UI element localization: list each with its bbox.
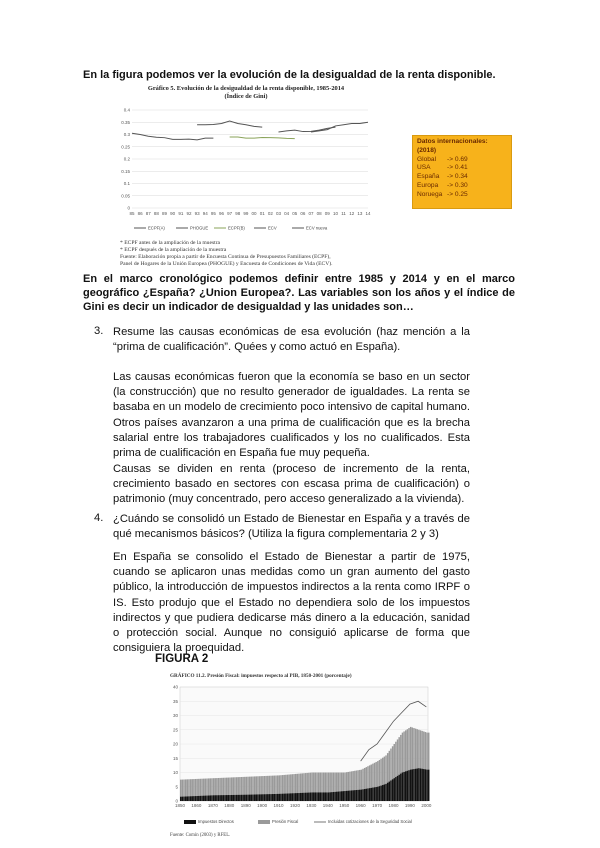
figure2-chart-title: GRÁFICO 11.2. Presión Fiscal: impuestos respecto al PIB, 1850-2001 (porcentaje): [170, 673, 352, 679]
bar-direct-taxes: [210, 795, 211, 801]
bar-direct-taxes: [236, 795, 237, 801]
bar-direct-taxes: [407, 771, 408, 801]
chart1-title: [116, 85, 376, 100]
bar-direct-taxes: [334, 792, 335, 801]
bar-direct-taxes: [218, 795, 219, 801]
x-tick-label: 1940: [322, 803, 333, 808]
bar-direct-taxes: [310, 793, 311, 801]
bar-direct-taxes: [262, 794, 263, 801]
bar-direct-taxes: [339, 791, 340, 801]
q3-answer-2: Causas se dividen en renta (proceso de incremento de la renta, crecimiento basado en sectores con escasa prima de cualificación) o patrimonio (muy concentrado, pero acceso generalizado a la vivienda).: [113, 463, 470, 506]
bar-direct-taxes: [329, 792, 330, 801]
y-tick-label: 0: [175, 798, 178, 804]
bar-direct-taxes: [352, 790, 353, 801]
bar-direct-taxes: [371, 788, 372, 801]
bar-direct-taxes: [377, 787, 378, 801]
q4-question: ¿Cuándo se consolidó un Estado de Bienestar en España y a través de qué mecanismos básicos? (Utiliza la figura complementaria 2 y 3): [113, 513, 470, 541]
bar-direct-taxes: [300, 793, 301, 801]
bar-direct-taxes: [394, 778, 395, 801]
bar-direct-taxes: [234, 795, 235, 801]
y-tick-label: 0.2: [123, 156, 130, 162]
bar-direct-taxes: [374, 787, 375, 801]
intl-row: [417, 156, 507, 165]
x-tick-label: 97: [227, 211, 233, 216]
bar-direct-taxes: [421, 769, 422, 801]
bar-direct-taxes: [367, 788, 368, 801]
x-tick-label: 11: [341, 211, 346, 216]
intl-value: -> 0.30: [447, 181, 468, 189]
bar-direct-taxes: [343, 791, 344, 801]
bar-direct-taxes: [366, 789, 367, 801]
bar-direct-taxes: [400, 774, 401, 801]
bar-direct-taxes: [249, 795, 250, 801]
y-tick-label: 0.35: [121, 119, 130, 125]
bar-direct-taxes: [183, 797, 184, 801]
y-tick-label: 0.3: [123, 132, 130, 137]
chart1-note: * ECPF después de la ampliación de la muestra: [120, 247, 227, 253]
bar-direct-taxes: [206, 796, 207, 801]
bar-direct-taxes: [295, 793, 296, 801]
bar-direct-taxes: [328, 792, 329, 801]
y-tick-label: 25: [172, 727, 178, 733]
bar-direct-taxes: [223, 795, 224, 801]
bar-direct-taxes: [259, 794, 260, 801]
bar-direct-taxes: [247, 795, 248, 801]
bar-direct-taxes: [389, 782, 390, 801]
bar-direct-taxes: [298, 793, 299, 801]
bar-direct-taxes: [282, 794, 283, 801]
bar-direct-taxes: [357, 790, 358, 801]
bar-direct-taxes: [395, 777, 396, 801]
y-tick-label: 10: [172, 770, 178, 775]
bar-direct-taxes: [201, 796, 202, 801]
bar-direct-taxes: [426, 770, 427, 801]
x-tick-label: 94: [202, 211, 208, 216]
x-tick-label: 09: [324, 211, 330, 216]
chart1-notes: [120, 240, 440, 268]
bar-direct-taxes: [216, 795, 217, 801]
bar-direct-taxes: [415, 769, 416, 801]
x-tick-label: 98: [235, 211, 241, 216]
bar-direct-taxes: [344, 791, 345, 801]
x-tick-label: 88: [153, 211, 159, 216]
bar-direct-taxes: [188, 796, 189, 801]
bar-direct-taxes: [315, 792, 316, 801]
x-tick-label: 04: [284, 211, 290, 216]
bar-direct-taxes: [318, 792, 319, 801]
intl-value: -> 0.41: [447, 164, 468, 172]
bar-direct-taxes: [305, 793, 306, 801]
gini-line-chart: [116, 104, 378, 238]
y-tick-label: 35: [172, 698, 178, 704]
x-tick-label: 1970: [372, 803, 383, 808]
y-tick-label: 0.05: [121, 193, 130, 199]
bar-direct-taxes: [211, 795, 212, 801]
x-tick-label: 1980: [388, 803, 399, 808]
bar-direct-taxes: [362, 789, 363, 801]
intl-country: Noruega: [417, 190, 443, 198]
bar-direct-taxes: [425, 769, 426, 801]
bar-direct-taxes: [290, 793, 291, 801]
legend-swatch: [184, 820, 196, 824]
bar-direct-taxes: [193, 796, 194, 801]
bar-direct-taxes: [200, 796, 201, 801]
x-tick-label: 1950: [339, 803, 350, 808]
figure2-label: FIGURA 2: [155, 653, 209, 665]
bar-direct-taxes: [224, 795, 225, 801]
intl-row: [417, 182, 507, 191]
bar-direct-taxes: [392, 779, 393, 801]
bar-direct-taxes: [326, 792, 327, 801]
bar-direct-taxes: [336, 792, 337, 801]
x-tick-label: 10: [332, 211, 338, 216]
bar-direct-taxes: [274, 794, 275, 801]
bar-direct-taxes: [203, 796, 204, 801]
intl-country: USA: [417, 164, 431, 172]
q3-answer-1: Las causas económicas fueron que la economía se baso en un sector (la construcción) que no resulto generador de igualdades. La renta se basaba en un modelo de crecimiento poco intensivo de capital humano. Otros países avanzaron a una prima de cualificación que es la brecha salarial entre los trabajadores cualificados y los no cualificados. Esta prima de cualificación en España fue muy pequeña.: [113, 371, 470, 460]
x-tick-label: 1920: [289, 803, 300, 808]
bar-direct-taxes: [239, 795, 240, 801]
bar-direct-taxes: [364, 789, 365, 801]
framework-paragraph: En el marco cronológico podemos definir entre 1985 y 2014 y en el marco geográfico ¿España? ¿Union Europea?. Las variables son los años y el índice de Gini es decir un indicador de desigualdad y las unidades son…: [83, 273, 515, 314]
bar-direct-taxes: [267, 794, 268, 801]
intl-row: [417, 191, 507, 200]
x-tick-label: 1850: [174, 803, 186, 808]
bar-direct-taxes: [361, 790, 362, 801]
bar-direct-taxes: [241, 795, 242, 801]
series-line: [230, 137, 295, 139]
bar-direct-taxes: [320, 792, 321, 801]
bar-direct-taxes: [251, 795, 252, 801]
y-tick-label: 5: [175, 784, 178, 790]
bar-direct-taxes: [244, 795, 245, 801]
bar-direct-taxes: [308, 793, 309, 801]
x-tick-label: 13: [357, 211, 363, 216]
bar-direct-taxes: [369, 788, 370, 801]
y-tick-label: 0: [127, 205, 130, 211]
intl-value: -> 0.69: [447, 155, 468, 163]
bar-direct-taxes: [269, 794, 270, 801]
bar-direct-taxes: [333, 792, 334, 801]
bar-direct-taxes: [226, 795, 227, 801]
bar-direct-taxes: [385, 784, 386, 801]
bar-direct-taxes: [354, 790, 355, 801]
intl-value: -> 0.34: [447, 173, 468, 181]
x-tick-label: 90: [170, 211, 176, 216]
intl-country: Europa: [417, 181, 439, 189]
intl-row: [417, 173, 507, 182]
bar-direct-taxes: [190, 796, 191, 801]
intl-year: (2018): [417, 146, 437, 154]
bar-direct-taxes: [387, 783, 388, 801]
bar-direct-taxes: [185, 797, 186, 801]
y-tick-label: 0.1: [123, 181, 130, 186]
bar-direct-taxes: [408, 770, 409, 801]
bar-direct-taxes: [275, 794, 276, 801]
y-tick-label: 20: [172, 741, 178, 747]
chart1-note: * ECPF antes de la ampliación de la muestra: [120, 240, 221, 246]
bar-direct-taxes: [256, 794, 257, 801]
bar-direct-taxes: [359, 790, 360, 801]
x-tick-label: 1930: [306, 803, 317, 808]
bar-direct-taxes: [270, 794, 271, 801]
heading-figure: En la figura podemos ver la evolución de la desigualdad de la renta disponible.: [83, 69, 496, 81]
x-tick-label: 93: [194, 211, 200, 216]
x-tick-label: 03: [275, 211, 281, 216]
legend-label: ECPF(A): [148, 225, 165, 231]
bar-direct-taxes: [303, 793, 304, 801]
bar-direct-taxes: [375, 787, 376, 801]
bar-direct-taxes: [313, 792, 314, 801]
x-tick-label: 1890: [240, 803, 251, 808]
bar-direct-taxes: [398, 775, 399, 801]
chart1-note: Fuente: Elaboración propia a partir de Encuesta Continua de Presupuestos Familiares (ECPF),: [120, 254, 331, 260]
bar-direct-taxes: [356, 790, 357, 801]
legend-swatch: [258, 820, 270, 824]
q3-number: 3.: [94, 325, 104, 337]
y-tick-label: 0.4: [123, 107, 130, 113]
bar-direct-taxes: [384, 784, 385, 801]
x-tick-label: 85: [129, 211, 135, 216]
bar-direct-taxes: [283, 794, 284, 801]
bar-direct-taxes: [341, 791, 342, 801]
x-tick-label: 05: [292, 211, 298, 216]
bar-direct-taxes: [214, 795, 215, 801]
bar-direct-taxes: [229, 795, 230, 801]
intl-title: Datos internacionales:: [417, 138, 488, 145]
bar-direct-taxes: [288, 793, 289, 801]
bar-direct-taxes: [205, 796, 206, 801]
bar-direct-taxes: [196, 796, 197, 801]
x-tick-label: 01: [259, 211, 265, 216]
x-tick-label: 96: [219, 211, 225, 216]
bar-direct-taxes: [321, 792, 322, 801]
x-tick-label: 2000: [421, 803, 432, 808]
bar-direct-taxes: [180, 797, 181, 801]
bar-direct-taxes: [264, 794, 265, 801]
legend-label: ECV nueva: [306, 225, 328, 231]
intl-row: [417, 164, 507, 173]
y-tick-label: 0.15: [121, 168, 130, 174]
bar-direct-taxes: [348, 791, 349, 801]
bar-direct-taxes: [292, 793, 293, 801]
bar-direct-taxes: [302, 793, 303, 801]
legend-label: Impuestos Directos: [198, 819, 234, 824]
x-tick-label: 91: [178, 211, 184, 216]
bar-direct-taxes: [405, 771, 406, 801]
x-tick-label: 89: [162, 211, 168, 216]
bar-direct-taxes: [257, 794, 258, 801]
x-tick-label: 12: [349, 211, 355, 216]
bar-direct-taxes: [213, 795, 214, 801]
bar-direct-taxes: [410, 770, 411, 801]
bar-direct-taxes: [221, 795, 222, 801]
x-tick-label: 87: [145, 211, 151, 216]
bar-direct-taxes: [382, 785, 383, 801]
x-tick-label: 1900: [257, 803, 268, 808]
bar-direct-taxes: [237, 795, 238, 801]
x-tick-label: 1870: [207, 803, 218, 808]
bar-direct-taxes: [380, 786, 381, 801]
bar-direct-taxes: [413, 769, 414, 801]
bar-direct-taxes: [254, 795, 255, 801]
bar-direct-taxes: [252, 795, 253, 801]
bar-direct-taxes: [242, 795, 243, 801]
x-tick-label: 1990: [404, 803, 415, 808]
bar-direct-taxes: [423, 769, 424, 801]
fiscal-pressure-chart: [166, 683, 436, 833]
y-tick-label: 30: [172, 713, 178, 718]
bar-direct-taxes: [417, 769, 418, 801]
x-tick-label: 1910: [273, 803, 284, 808]
bar-direct-taxes: [195, 796, 196, 801]
bar-direct-taxes: [246, 795, 247, 801]
x-tick-label: 86: [137, 211, 143, 216]
legend-label: ECV: [268, 225, 277, 231]
y-tick-label: 40: [172, 684, 178, 690]
legend-label: Incluidas cotizaciones de la Seguridad Social: [328, 819, 412, 824]
bar-direct-taxes: [187, 796, 188, 801]
bar-direct-taxes: [228, 795, 229, 801]
legend-label: ECPF(B): [228, 225, 245, 231]
bar-direct-taxes: [280, 794, 281, 801]
x-tick-label: 08: [316, 211, 322, 216]
bar-direct-taxes: [287, 794, 288, 801]
series-line: [197, 121, 262, 127]
bar-direct-taxes: [285, 794, 286, 801]
x-tick-label: 1860: [191, 803, 202, 808]
chart1-note: Panel de Hogares de la Unión Europea (PHOGUE) y Encuesta de Condiciones de Vida (ECV).: [120, 261, 333, 267]
bar-direct-taxes: [338, 792, 339, 801]
q4-answer: En España se consolido el Estado de Bienestar a partir de 1975, cuando se aplicaron unas medidas como un gran aumento del gasto público, la introducción de impuestos indirectos a la renta como IRPF o IS. Esto produjo que el Estado no dependiera solo de los impuestos indirectos y que pudiera dedicarse más dinero a la educación, sanidad o protección social. Aunque no consiguió aplicarse de forma que consiguiera la proequidad.: [113, 551, 470, 655]
bar-direct-taxes: [233, 795, 234, 801]
bar-direct-taxes: [323, 792, 324, 801]
q4-number: 4.: [94, 512, 104, 524]
bar-direct-taxes: [331, 792, 332, 801]
bar-direct-taxes: [311, 792, 312, 801]
y-tick-label: 15: [172, 755, 178, 761]
x-tick-label: 92: [186, 211, 192, 216]
bar-direct-taxes: [372, 788, 373, 801]
bar-direct-taxes: [231, 795, 232, 801]
legend-label: Presión Fiscal: [272, 819, 299, 824]
bar-direct-taxes: [182, 797, 183, 801]
q3-question: Resume las causas económicas de esa evolución (haz mención a la “prima de cualificación”. Quées y como actuó en España).: [113, 326, 470, 354]
figure2-source: Fuente: Comín (2003) y RFEL.: [170, 833, 231, 838]
bar-direct-taxes: [403, 772, 404, 801]
bar-direct-taxes: [428, 770, 429, 801]
bar-direct-taxes: [191, 796, 192, 801]
x-tick-label: 95: [210, 211, 216, 216]
series-line: [311, 122, 368, 132]
bar-direct-taxes: [260, 794, 261, 801]
chart1-title-line1: Gráfico 5. Evolución de la desigualdad de la renta disponible, 1985-2014: [147, 85, 345, 92]
x-tick-label: 06: [300, 211, 306, 216]
bar-direct-taxes: [325, 792, 326, 801]
bar-direct-taxes: [397, 776, 398, 801]
bar-direct-taxes: [306, 793, 307, 801]
x-tick-label: 02: [267, 211, 273, 216]
international-data-box: [412, 135, 512, 209]
bar-direct-taxes: [316, 792, 317, 801]
bar-direct-taxes: [418, 768, 419, 801]
bar-direct-taxes: [346, 791, 347, 801]
intl-value: -> 0.25: [447, 190, 468, 198]
bar-direct-taxes: [208, 796, 209, 801]
x-tick-label: 07: [308, 211, 314, 216]
x-tick-label: 00: [251, 211, 257, 216]
x-tick-label: 1880: [224, 803, 235, 808]
bar-direct-taxes: [379, 786, 380, 801]
x-tick-label: 99: [243, 211, 249, 216]
bar-direct-taxes: [349, 791, 350, 801]
bar-direct-taxes: [198, 796, 199, 801]
bar-direct-taxes: [390, 780, 391, 801]
bar-direct-taxes: [420, 769, 421, 801]
intl-country: España: [417, 173, 440, 181]
bar-direct-taxes: [279, 794, 280, 801]
bar-direct-taxes: [402, 773, 403, 802]
x-tick-label: 14: [365, 211, 371, 216]
bar-direct-taxes: [412, 769, 413, 801]
bar-direct-taxes: [265, 794, 266, 801]
intl-country: Global: [417, 155, 437, 163]
chart1-title-line2: (Índice de Gini): [224, 92, 268, 100]
legend-label: PHOGUE: [190, 225, 209, 231]
bar-direct-taxes: [219, 795, 220, 801]
bar-direct-taxes: [272, 794, 273, 801]
bar-direct-taxes: [293, 793, 294, 801]
y-tick-label: 0.25: [121, 144, 130, 150]
bar-direct-taxes: [297, 793, 298, 801]
bar-direct-taxes: [277, 794, 278, 801]
bar-direct-taxes: [351, 790, 352, 801]
x-tick-label: 1960: [355, 803, 366, 808]
